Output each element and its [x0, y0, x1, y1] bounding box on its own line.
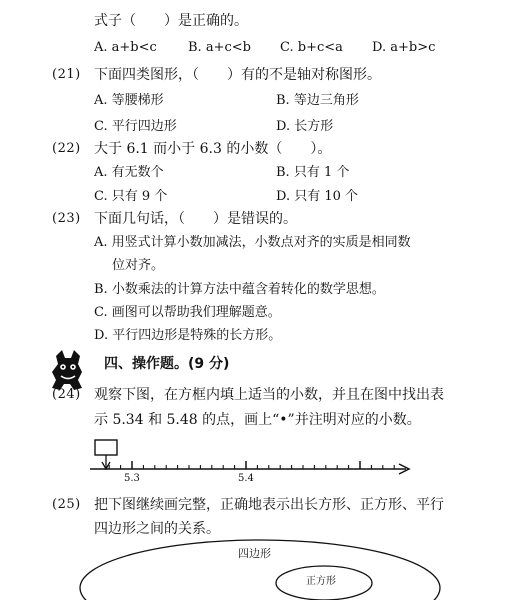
q23-option-b: B. 小数乘法的计算方法中蕴含着转化的数学思想。: [94, 282, 385, 297]
q21-option-a: A. 等腰梯形: [94, 93, 164, 108]
q20-option-a: A. a+b<c: [94, 40, 157, 55]
q24-number: (24): [52, 387, 81, 402]
q21-option-b: B. 等边三角形: [276, 93, 359, 108]
q23-option-d: D. 平行四边形是特殊的长方形。: [94, 328, 282, 343]
square-label: 正方形: [306, 576, 336, 587]
q21-stem: 下面四类图形，（ ）有的不是轴对称图形。: [94, 67, 381, 83]
q22-number: (22): [52, 141, 81, 156]
q21-option-d: D. 长方形: [276, 119, 334, 134]
q21-number: (21): [52, 67, 81, 82]
q23-option-a: A. 用竖式计算小数加减法，小数点对齐的实质是相同数: [94, 235, 411, 250]
q25-number: (25): [52, 497, 81, 512]
section-4-title: 四、操作题。(9 分): [104, 356, 230, 372]
mascot-icon: [52, 350, 82, 390]
axis-label-5-4: 5.4: [238, 473, 254, 484]
q20-option-b: B. a+c<b: [188, 40, 251, 55]
axis-label-5-3: 5.3: [124, 473, 140, 484]
q23-option-a-cont: 位对齐。: [112, 258, 165, 273]
q23-stem: 下面几句话，（ ）是错误的。: [94, 211, 297, 227]
q22-stem: 大于 6.1 而小于 6.3 的小数（ ）。: [94, 141, 332, 157]
q22-option-d: D. 只有 10 个: [276, 189, 359, 204]
q25-line-2: 四边形之间的关系。: [94, 521, 220, 537]
q20-stem: 式子（ ）是正确的。: [94, 13, 248, 29]
q20-option-c: C. b+c<a: [280, 40, 343, 55]
quadrilateral-label: 四边形: [238, 547, 271, 560]
q21-option-c: C. 平行四边形: [94, 119, 177, 134]
number-line: [90, 440, 409, 474]
q22-option-a: A. 有无数个: [94, 165, 164, 180]
q24-line-2: 示 5.34 和 5.48 的点，画上“•”并注明对应的小数。: [94, 412, 421, 428]
q25-line-1: 把下图继续画完整，正确地表示出长方形、正方形、平行: [94, 497, 444, 513]
q22-option-c: C. 只有 9 个: [94, 189, 168, 204]
q20-option-d: D. a+b>c: [372, 40, 436, 55]
q23-option-c: C. 画图可以帮助我们理解题意。: [94, 305, 281, 320]
q23-number: (23): [52, 211, 81, 226]
answer-box[interactable]: [95, 440, 117, 455]
q22-option-b: B. 只有 1 个: [276, 165, 350, 180]
q24-line-1: 观察下图，在方框内填上适当的小数，并且在图中找出表: [94, 387, 444, 403]
